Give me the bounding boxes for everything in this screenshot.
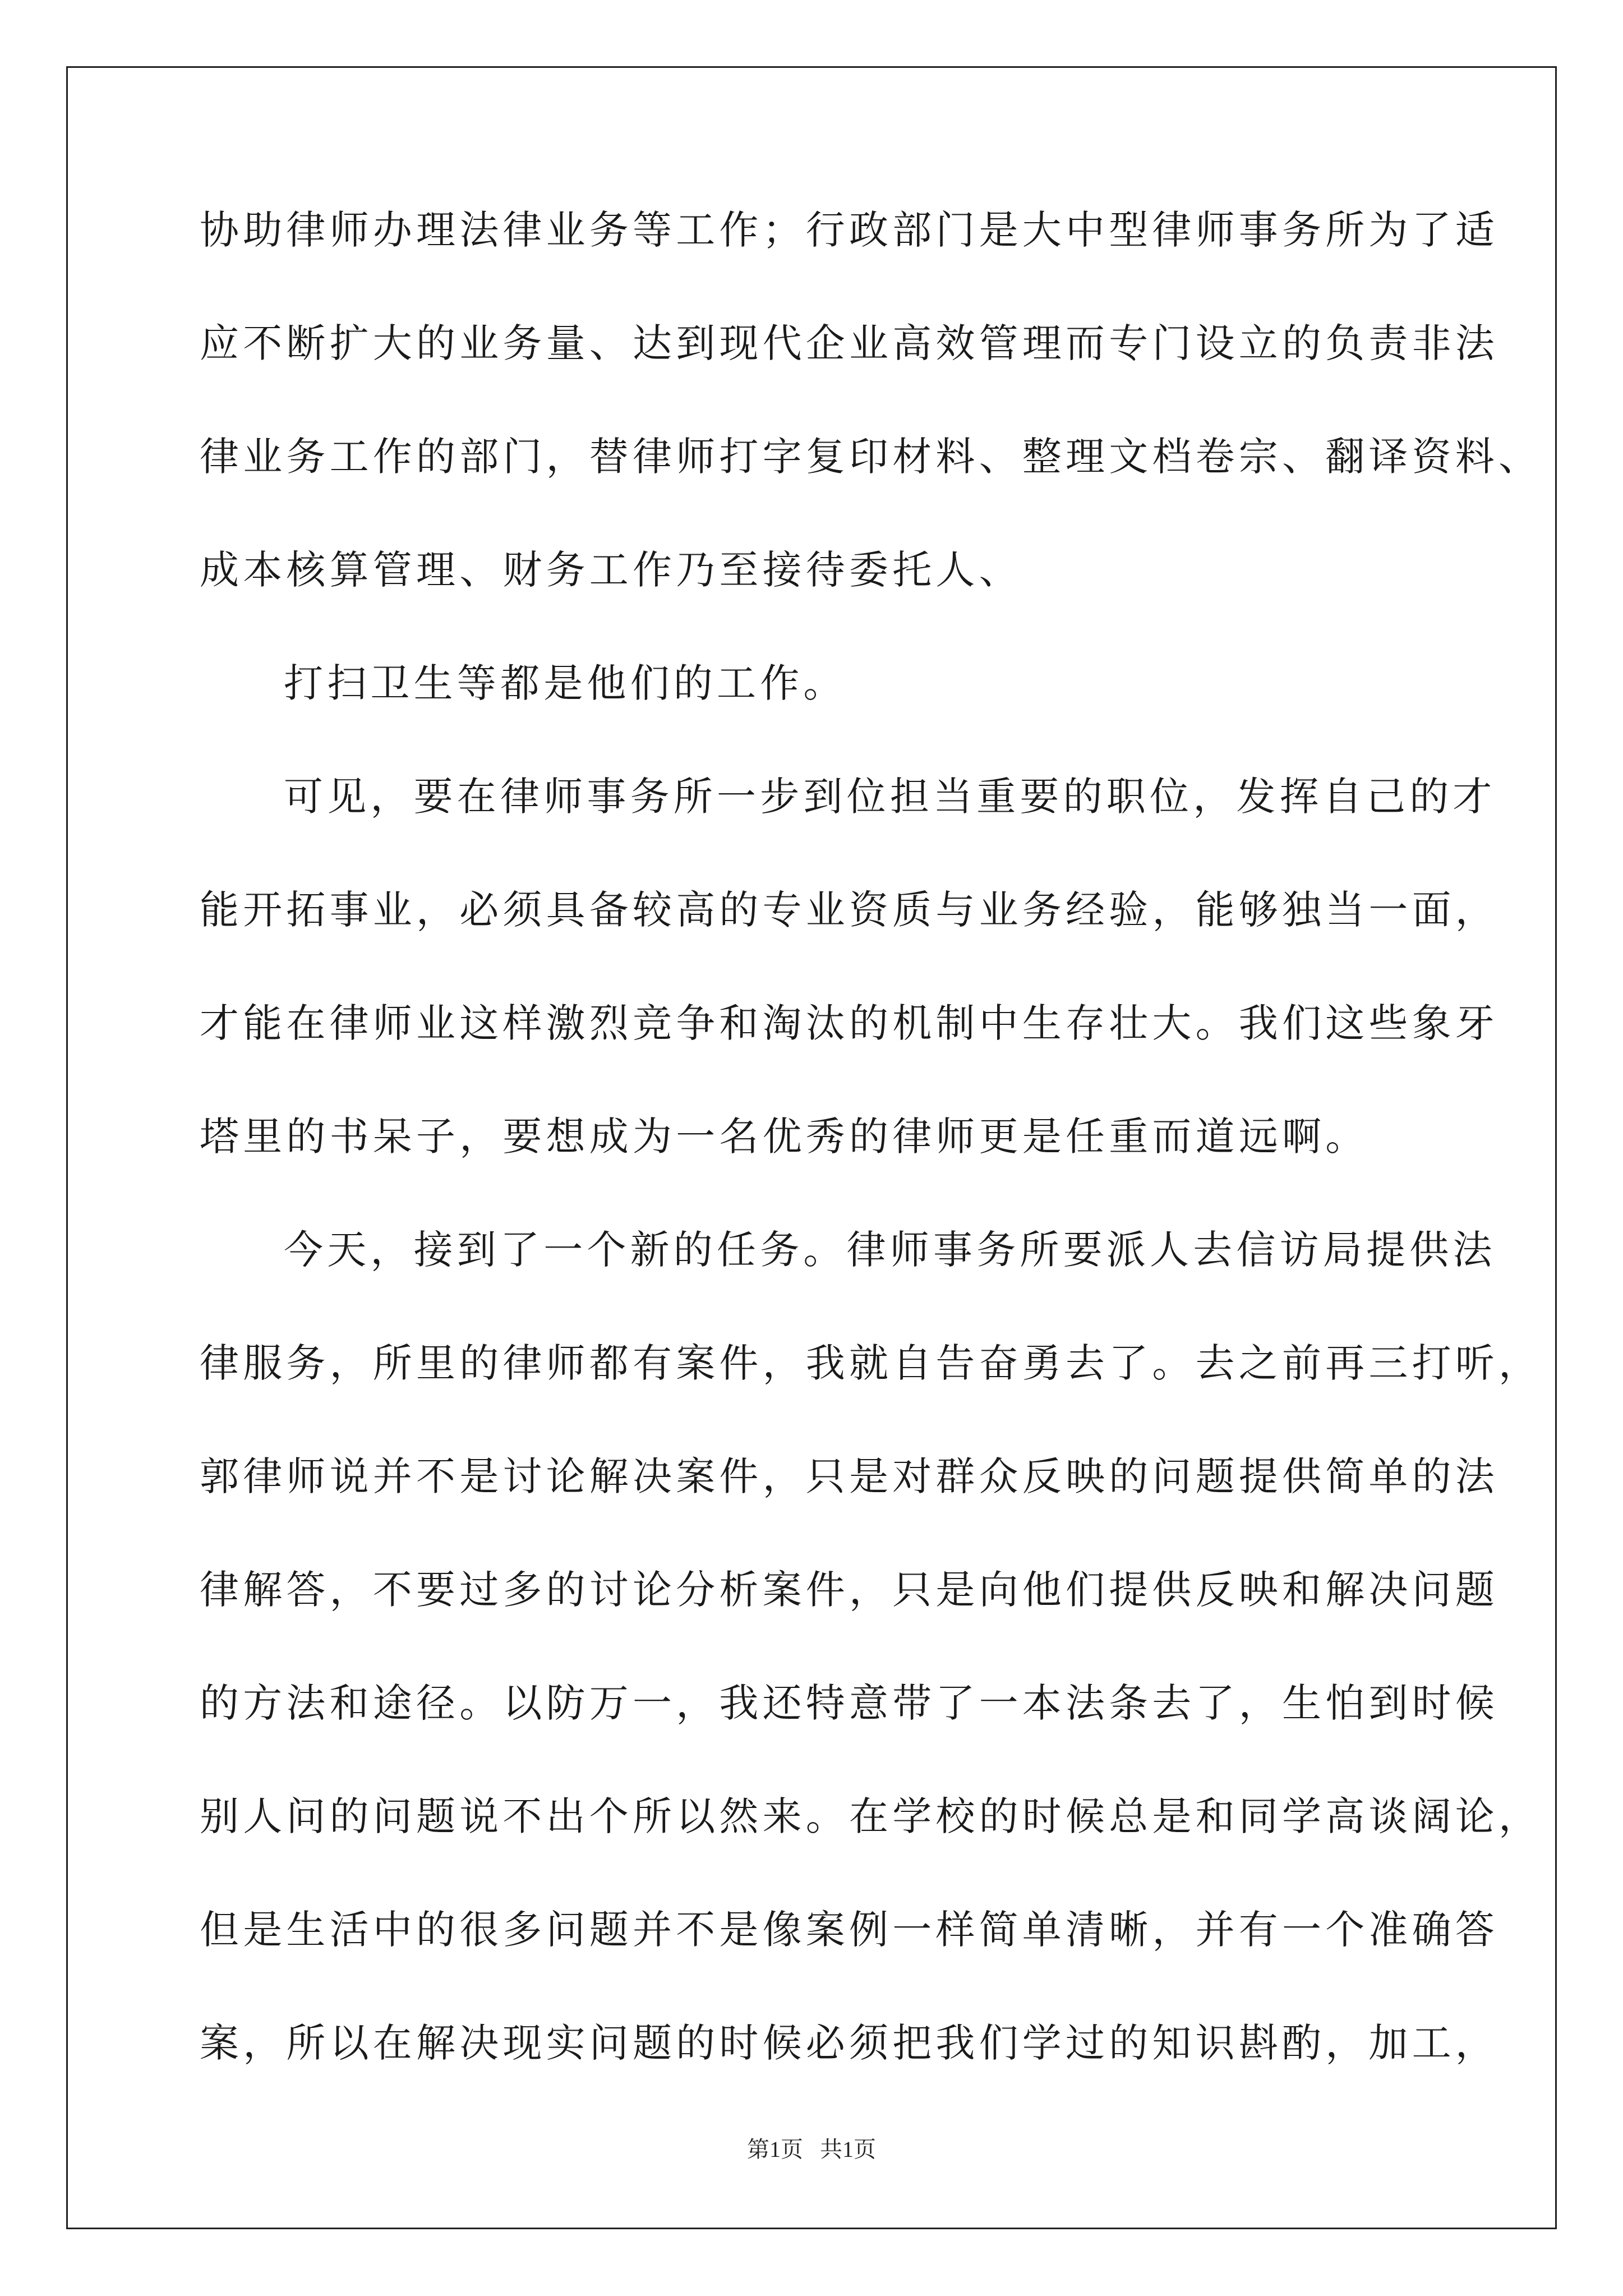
page-number-footer: 第1页 共1页 [747,2137,876,2162]
